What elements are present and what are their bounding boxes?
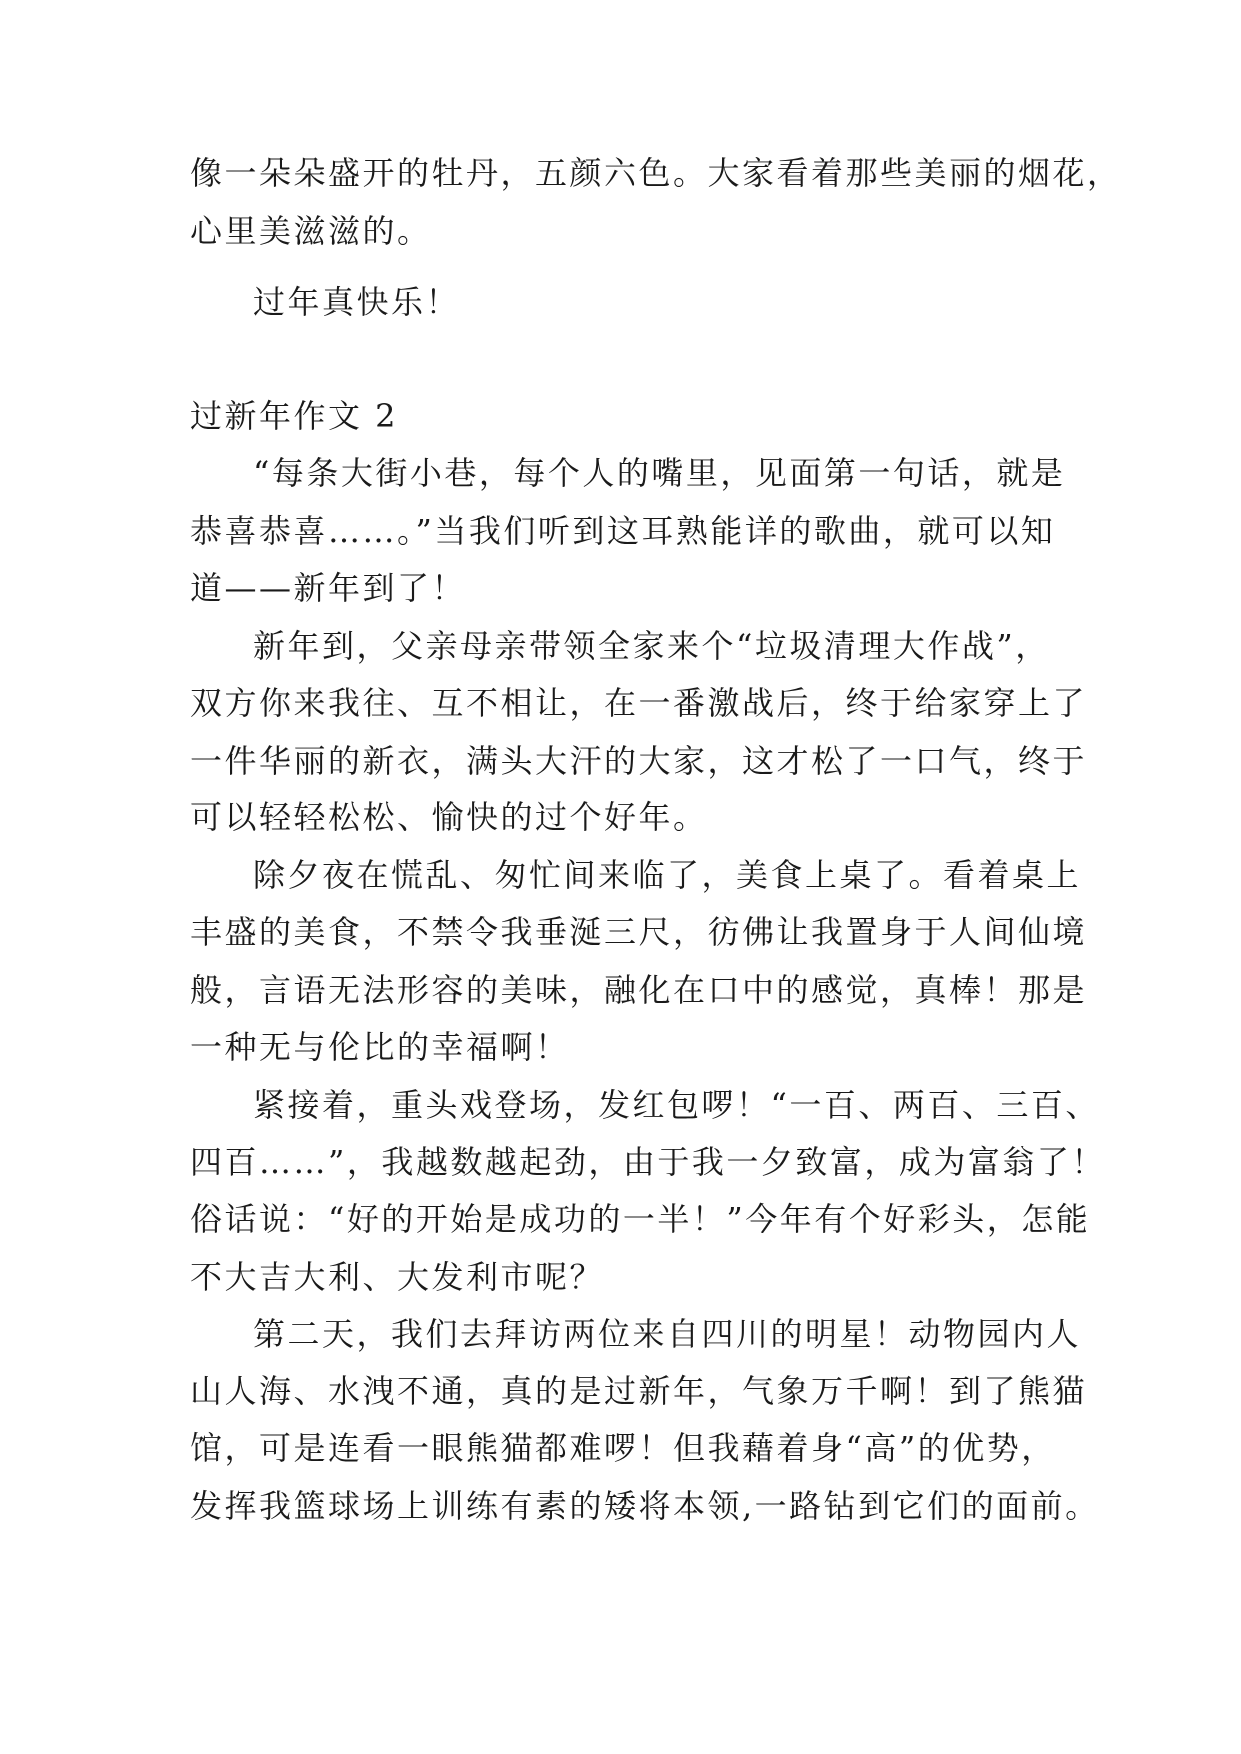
text-line: 紧接着，重头戏登场，发红包啰！“一百、两百、三百、	[253, 1086, 1100, 1124]
text-line: 可以轻轻松松、愉快的过个好年。	[190, 798, 708, 836]
text-line: 般，言语无法形容的美味，融化在口中的感觉，真棒！那是	[190, 971, 1088, 1009]
text-line: 双方你来我往、互不相让，在一番激战后，终于给家穿上了	[190, 684, 1088, 722]
text-line: 不大吉大利、大发利市呢？	[190, 1258, 605, 1296]
text-line: 恭喜恭喜……。”当我们听到这耳熟能详的歌曲，就可以知	[190, 512, 1056, 550]
text-line: 山人海、水洩不通，真的是过新年，气象万千啊！到了熊猫	[190, 1372, 1088, 1410]
text-line: 心里美滋滋的。	[190, 212, 432, 250]
text-line: 道——新年到了！	[190, 569, 467, 607]
text-line: 四百……”，我越数越起劲，由于我一夕致富，成为富翁了！	[190, 1143, 1106, 1181]
text-line: 馆，可是连看一眼熊猫都难啰！但我藉着身“高”的优势，	[190, 1429, 1056, 1467]
text-line: 第二天，我们去拜访两位来自四川的明星！动物园内人	[253, 1315, 1082, 1353]
text-line: 过年真快乐！	[253, 283, 461, 321]
text-line: 发挥我篮球场上训练有素的矮将本领,一路钻到它们的面前。	[190, 1487, 1100, 1525]
text-line: 丰盛的美食，不禁令我垂涎三尺，彷佛让我置身于人间仙境	[190, 913, 1088, 951]
text-line: 除夕夜在慌乱、匆忙间来临了，美食上桌了。看着桌上	[253, 856, 1082, 894]
text-line: 新年到，父亲母亲带领全家来个“垃圾清理大作战”，	[253, 627, 1050, 665]
text-line: 俗话说：“好的开始是成功的一半！”今年有个好彩头，怎能	[190, 1200, 1091, 1238]
text-line: “每条大街小巷，每个人的嘴里，见面第一句话，就是	[253, 454, 1066, 492]
text-line: 像一朵朵盛开的牡丹，五颜六色。大家看着那些美丽的烟花，	[190, 154, 1122, 192]
text-line: 一种无与伦比的幸福啊！	[190, 1028, 570, 1066]
text-line: 一件华丽的新衣，满头大汗的大家，这才松了一口气，终于	[190, 742, 1088, 780]
section-title: 过新年作文 2	[190, 397, 399, 435]
